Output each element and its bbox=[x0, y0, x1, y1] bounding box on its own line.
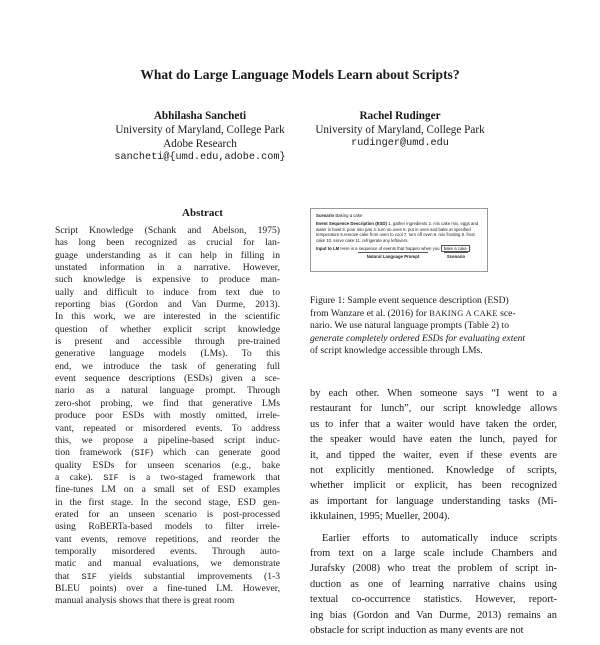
text-line: fine-tunes LM on a small set of ESD examples bbox=[55, 484, 280, 496]
text-line: In this work, we are interested in the scientific bbox=[55, 311, 280, 323]
text-line: a cake). SIF is a two-staged framework that bbox=[55, 471, 280, 483]
text-line: zero-shot probing, we find that generative LMs bbox=[55, 397, 280, 409]
text-line: obstacle for script induction as many events are not bbox=[310, 625, 524, 637]
figure-scenario-tag: Scenario bbox=[444, 252, 468, 259]
text-line: question of whether explicit script knowledge bbox=[55, 323, 280, 335]
text-line: using RoBERTa-based models to filter irrele- bbox=[55, 521, 280, 533]
caption-line: nario. We use natural language prompts (Table 2) to bbox=[310, 320, 509, 332]
figure-scenario-value: Baking a cake bbox=[335, 213, 363, 218]
text-line: temporally misordered events. Through auto- bbox=[55, 545, 280, 557]
text-line: not explicitly mentioned. Knowledge of scripts, bbox=[310, 465, 557, 477]
abstract-heading: Abstract bbox=[182, 207, 223, 219]
abstract-body bbox=[55, 225, 280, 608]
text-line: Earlier efforts to automatically induce scripts bbox=[322, 532, 557, 544]
text-line: the speaker would have eaten the lunch, payed for bbox=[310, 434, 557, 446]
text-line: reporting bias (Gordon and Van Durme, 2013). bbox=[55, 299, 280, 311]
author-name: Abhilasha Sancheti bbox=[153, 110, 247, 122]
text-line: that SIF yields substantial improvements (1-3 bbox=[55, 570, 280, 582]
text-line: nario as a natural language prompt. Through bbox=[55, 385, 280, 397]
text-line: as important for language understanding tasks (Mi- bbox=[310, 495, 557, 507]
text-line: this, we propose a pipeline-based script induc- bbox=[55, 434, 280, 446]
text-line: end, we introduce the task of generating full bbox=[55, 360, 280, 372]
text-line: ually and difficult to induce from text due to bbox=[55, 286, 280, 298]
author-block-2 bbox=[300, 109, 500, 151]
text-line: vant, repeated or misordered events. To address bbox=[55, 422, 280, 434]
author-affiliation: University of Maryland, College Park bbox=[115, 124, 285, 136]
text-line: us to infer that a waiter would have taken the order, bbox=[310, 418, 557, 430]
text-line: in the first stage. In the second stage, ESD gen- bbox=[55, 496, 280, 508]
author-email: sancheti@{umd.edu,adobe.com} bbox=[114, 152, 286, 163]
figure-1 bbox=[310, 208, 488, 272]
text-line: vant events, remove repetitions, and reorder the bbox=[55, 533, 280, 545]
figure-scenario-row bbox=[316, 213, 482, 218]
figure-nlp-label: Natural Language Prompt bbox=[358, 252, 428, 259]
text-line: from text on a large scale include Chambers and bbox=[310, 548, 557, 560]
figure-esd-row bbox=[316, 221, 482, 243]
body-right-column bbox=[310, 386, 557, 645]
caption-line: of script knowledge accessible through LMs. bbox=[310, 345, 483, 357]
text-line: unstated information in a narrative. However, bbox=[55, 262, 280, 274]
figure-input-end: : bbox=[469, 246, 472, 252]
text-line: guage understanding as it can help in filling in bbox=[55, 249, 280, 261]
text-line: textual co-occurrence statistics. However, report- bbox=[310, 594, 557, 606]
text-line: BLEU points) over a fine-tuned LM. However, bbox=[55, 582, 280, 594]
figure-input-row bbox=[316, 246, 482, 251]
author-email: rudinger@umd.edu bbox=[351, 138, 449, 149]
text-line: erated for an unseen scenario is post-processed bbox=[55, 508, 280, 520]
caption-line: from Wanzare et al. (2016) for BAKING A CAKE sce- bbox=[310, 307, 516, 319]
figure-esd-text: 1. gather ingredients 2. mix cake mix, eggs and water in bowl 3. pour into pan 4. turn on oven 5. put in oven and bake at specified temperature 6.remove cake from oven to cool 7. turn off oven 8. mix frosting 9. frost cake 10. serve cake 11. refrigerate any leftovers. bbox=[316, 221, 479, 243]
author-block-1 bbox=[90, 109, 310, 165]
figure-scenario-label: Scenario bbox=[316, 213, 335, 218]
text-line: matic and manual evaluations, we demonstrate bbox=[55, 558, 280, 570]
body-paragraph-2 bbox=[310, 531, 557, 639]
text-line: event sequence descriptions (ESDs) given a sce- bbox=[55, 373, 280, 385]
text-line: it, and tipped the waiter, even if these events are bbox=[310, 449, 557, 461]
figure-caption bbox=[310, 295, 555, 358]
text-line: ing bias (Gordon and Van Durme, 2013) remains an bbox=[310, 609, 557, 621]
paper-title: What do Large Language Models Learn about Scripts? bbox=[140, 67, 460, 82]
text-line: whether implicit or explicit, has been recognized bbox=[310, 480, 557, 492]
figure-input-scenario: bake a cake bbox=[441, 245, 470, 252]
figure-input-label: Input to LM bbox=[316, 246, 340, 252]
body-paragraph-1 bbox=[310, 386, 557, 525]
figure-input-text: Here is a sequence of events that happen when you bbox=[340, 246, 440, 252]
text-line: ikkulainen, 1995; Mueller, 2004). bbox=[310, 511, 450, 523]
text-line: is present and accessible through pre-trained bbox=[55, 336, 280, 348]
text-line: by each other. When someone says “I went to a bbox=[310, 388, 557, 399]
author-affiliation-2: Adobe Research bbox=[163, 138, 237, 150]
text-line: Jurafsky (2008) who treat the problem of script in- bbox=[310, 563, 557, 575]
author-name: Rachel Rudinger bbox=[359, 110, 441, 122]
text-line: generative language models (LMs). To this bbox=[55, 348, 280, 360]
caption-line: Figure 1: Sample event sequence description (ESD) bbox=[310, 295, 509, 306]
text-line: duction as one of learning narrative chains using bbox=[310, 578, 557, 590]
text-line: has long been recognized as crucial for lan- bbox=[55, 237, 280, 249]
figure-esd-label: Event Sequence Description (ESD) bbox=[316, 221, 387, 227]
text-line: such knowledge is expensive to produce man- bbox=[55, 274, 280, 286]
figure-bracket-labels bbox=[316, 252, 482, 259]
caption-line: generate completely ordered ESDs for evaluating extent bbox=[310, 332, 526, 344]
author-affiliation: University of Maryland, College Park bbox=[315, 124, 485, 136]
text-line: manual analysis shows that there is great room bbox=[55, 595, 235, 607]
text-line: produce poor ESDs with mostly omitted, irrele- bbox=[55, 410, 280, 422]
text-line: Script Knowledge (Schank and Abelson, 1975) bbox=[55, 225, 280, 236]
text-line: quality ESDs for unseen scenarios (e.g., bake bbox=[55, 459, 280, 471]
text-line: restaurant for lunch”, our script knowledge allows bbox=[310, 403, 557, 415]
text-line: tion framework (SIF) which can generate good bbox=[55, 447, 280, 459]
